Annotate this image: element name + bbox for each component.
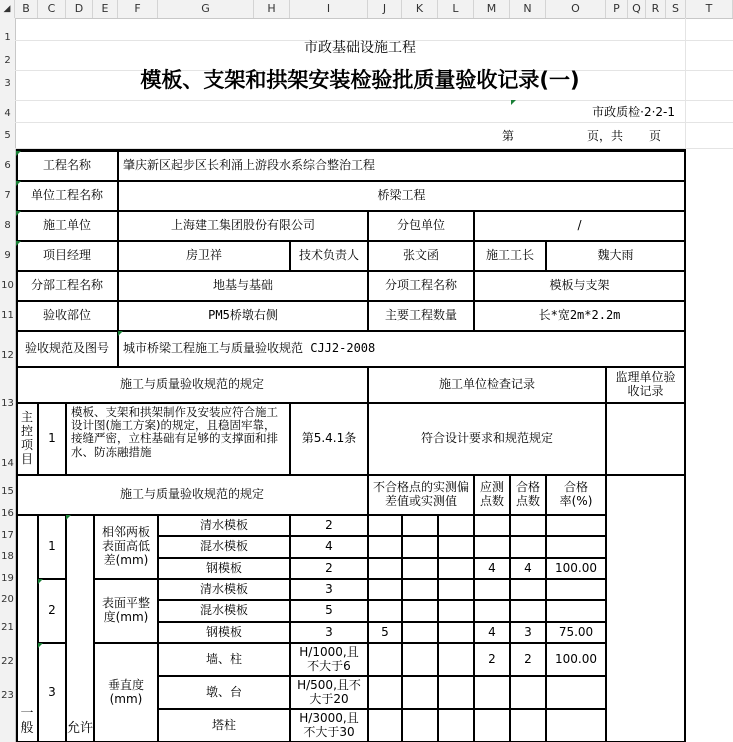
item-allowance: H/500,且不大于20: [290, 676, 368, 709]
spec-label: 验收规范及图号: [16, 331, 118, 367]
row-header[interactable]: 16: [1, 508, 14, 519]
col-header[interactable]: O: [546, 0, 606, 18]
col-header[interactable]: G: [158, 0, 254, 18]
row-header[interactable]: 22: [1, 656, 14, 667]
item-measured[interactable]: 4: [474, 622, 510, 643]
item-allowance: 3: [290, 622, 368, 643]
row-header[interactable]: 11: [1, 310, 14, 321]
general-supervisor-cell[interactable]: [606, 475, 685, 742]
item-type: 清水模板: [158, 579, 290, 600]
row-header[interactable]: 17: [1, 530, 14, 541]
col-header[interactable]: N: [510, 0, 546, 18]
item-measured[interactable]: [474, 676, 510, 709]
row-header[interactable]: 18: [1, 551, 14, 562]
spec-value[interactable]: 城市桥梁工程施工与质量验收规范 CJJ2-2008: [118, 331, 685, 367]
quantity-label: 主要工程数量: [368, 301, 474, 331]
item-type: 清水模板: [158, 515, 290, 536]
item-passed[interactable]: [510, 709, 546, 742]
item-type: 混水模板: [158, 600, 290, 622]
general-items-label: 一般: [16, 515, 38, 742]
item-measured[interactable]: [474, 579, 510, 600]
col-header[interactable]: S: [666, 0, 686, 18]
comment-marker-icon: [38, 579, 43, 584]
item-allowance: 4: [290, 536, 368, 558]
item-deviation[interactable]: [368, 676, 402, 709]
item-deviation-extra[interactable]: [402, 676, 438, 709]
item-measured[interactable]: 2: [474, 643, 510, 676]
item-deviation-extra[interactable]: [402, 600, 438, 622]
item-deviation-extra[interactable]: [402, 515, 438, 536]
group-no: 3: [38, 643, 66, 742]
col-header[interactable]: R: [646, 0, 666, 18]
row-header[interactable]: 5: [4, 130, 11, 141]
unit-label: 单位工程名称: [16, 181, 118, 211]
row-header[interactable]: 6: [4, 160, 11, 171]
worksheet[interactable]: [15, 18, 733, 742]
pm-label: 项目经理: [16, 241, 118, 271]
page-label-ye: 页: [648, 129, 661, 144]
row-header[interactable]: 8: [4, 220, 11, 231]
col-header[interactable]: E: [93, 0, 118, 18]
page-label-di: 第: [501, 129, 514, 144]
row-header[interactable]: 1: [4, 32, 11, 43]
row-header[interactable]: 3: [4, 78, 11, 89]
item-deviation[interactable]: [368, 515, 402, 536]
item-rate[interactable]: 100.00: [546, 558, 606, 579]
tech-lead-value[interactable]: 张文函: [368, 241, 474, 271]
item-rate[interactable]: [546, 536, 606, 558]
item-allowance: 2: [290, 558, 368, 579]
item-deviation-extra[interactable]: [402, 622, 438, 643]
col-header[interactable]: L: [438, 0, 474, 18]
row-header[interactable]: 20: [1, 594, 14, 605]
item-deviation-extra[interactable]: [438, 643, 474, 676]
rules-header: 施工与质量验收规范的规定: [16, 367, 368, 403]
col-header[interactable]: I: [290, 0, 368, 18]
item-deviation-extra[interactable]: [438, 536, 474, 558]
comment-marker-icon: [118, 331, 123, 336]
item-type: 钢模板: [158, 558, 290, 579]
item-deviation-extra[interactable]: [438, 600, 474, 622]
part-value[interactable]: PM5桥墩右侧: [118, 301, 368, 331]
allowed-deviation-label: 允许: [66, 515, 94, 742]
col-header[interactable]: K: [402, 0, 438, 18]
item-passed[interactable]: 4: [510, 558, 546, 579]
row-header[interactable]: 9: [4, 250, 11, 261]
main-control-no: 1: [38, 403, 66, 475]
contractor-value[interactable]: 上海建工集团股份有限公司: [118, 211, 368, 241]
select-all-corner[interactable]: ◢: [0, 0, 15, 18]
main-control-result[interactable]: 符合设计要求和规范规定: [368, 403, 606, 475]
item-rate[interactable]: 75.00: [546, 622, 606, 643]
col-header[interactable]: T: [686, 0, 733, 18]
item-measured[interactable]: [474, 515, 510, 536]
division-label: 分部工程名称: [16, 271, 118, 301]
item-deviation-extra[interactable]: [402, 643, 438, 676]
comment-marker-icon: [511, 100, 516, 105]
item-label: 分项工程名称: [368, 271, 474, 301]
item-deviation-extra[interactable]: [438, 676, 474, 709]
page-label-mid: 页，共: [586, 129, 623, 144]
col-header[interactable]: C: [38, 0, 66, 18]
passed-points-header: 合格点数: [510, 475, 546, 515]
col-header[interactable]: J: [368, 0, 402, 18]
item-allowance: H/3000,且不大于30: [290, 709, 368, 742]
col-header[interactable]: F: [118, 0, 158, 18]
item-allowance: 3: [290, 579, 368, 600]
item-deviation-extra[interactable]: [438, 558, 474, 579]
row-header[interactable]: 13: [1, 398, 14, 409]
item-type: 混水模板: [158, 536, 290, 558]
item-deviation-extra[interactable]: [402, 579, 438, 600]
item-type: 墙、柱: [158, 643, 290, 676]
item-value[interactable]: 模板与支架: [474, 271, 685, 301]
item-deviation[interactable]: [368, 579, 402, 600]
group-name: 表面平整度(mm): [94, 579, 158, 643]
item-allowance: H/1000,且不大于6: [290, 643, 368, 676]
item-type: 墩、台: [158, 676, 290, 709]
comment-marker-icon: [38, 643, 43, 648]
item-deviation-extra[interactable]: [438, 709, 474, 742]
item-deviation-extra[interactable]: [402, 558, 438, 579]
form-title: 模板、支架和拱架安装检验批质量验收记录(一): [140, 67, 580, 92]
pass-rate-header: 合格率(%): [546, 475, 606, 515]
comment-marker-icon: [16, 181, 21, 186]
item-type: 钢模板: [158, 622, 290, 643]
col-header[interactable]: D: [66, 0, 93, 18]
item-type: 塔柱: [158, 709, 290, 742]
column-header-bar: [0, 0, 733, 19]
foreman-value[interactable]: 魏大雨: [546, 241, 685, 271]
pm-value[interactable]: 房卫祥: [118, 241, 290, 271]
contractor-check-header: 施工单位检查记录: [368, 367, 606, 403]
row-header[interactable]: 14: [1, 458, 14, 469]
item-passed[interactable]: [510, 515, 546, 536]
item-rate[interactable]: 100.00: [546, 643, 606, 676]
item-passed[interactable]: 2: [510, 643, 546, 676]
col-header[interactable]: Q: [628, 0, 646, 18]
division-value[interactable]: 地基与基础: [118, 271, 368, 301]
project-name-value[interactable]: 肇庆新区起步区长利涌上游段水系综合整治工程: [118, 151, 685, 181]
item-deviation[interactable]: [368, 558, 402, 579]
item-passed[interactable]: [510, 676, 546, 709]
comment-marker-icon: [16, 151, 21, 156]
group-no: 1: [38, 515, 66, 579]
item-passed[interactable]: [510, 600, 546, 622]
group-name: 相邻两板表面高低差(mm): [94, 515, 158, 579]
item-deviation[interactable]: [368, 600, 402, 622]
item-passed[interactable]: [510, 536, 546, 558]
comment-marker-icon: [66, 515, 71, 520]
row-header[interactable]: 19: [1, 573, 14, 584]
item-deviation[interactable]: [368, 709, 402, 742]
item-rate[interactable]: [546, 676, 606, 709]
supervisor-check-header: 监理单位验收记录: [606, 367, 685, 403]
item-passed[interactable]: [510, 579, 546, 600]
item-measured[interactable]: [474, 536, 510, 558]
item-allowance: 2: [290, 515, 368, 536]
rules-header-2: 施工与质量验收规范的规定: [16, 475, 368, 515]
unit-value[interactable]: 桥梁工程: [118, 181, 685, 211]
subcontractor-label: 分包单位: [368, 211, 474, 241]
foreman-label: 施工工长: [474, 241, 546, 271]
subcontractor-value[interactable]: /: [474, 211, 685, 241]
item-rate[interactable]: [546, 515, 606, 536]
item-measured[interactable]: [474, 709, 510, 742]
part-label: 验收部位: [16, 301, 118, 331]
row-header[interactable]: 10: [1, 280, 14, 291]
main-control-supervisor[interactable]: [606, 403, 685, 475]
header-line: 市政基础设施工程: [304, 39, 416, 56]
row-header[interactable]: 2: [4, 55, 11, 66]
tech-lead-label: 技术负责人: [290, 241, 368, 271]
item-deviation-extra[interactable]: [438, 622, 474, 643]
deviation-header: 不合格点的实测偏差值或实测值: [368, 475, 474, 515]
item-rate[interactable]: [546, 709, 606, 742]
project-name-label: 工程名称: [16, 151, 118, 181]
form-number: 市政质检·2·2-1: [592, 105, 675, 120]
item-passed[interactable]: 3: [510, 622, 546, 643]
contractor-label: 施工单位: [16, 211, 118, 241]
row-header[interactable]: 15: [1, 486, 14, 497]
item-deviation[interactable]: [368, 643, 402, 676]
item-deviation-extra[interactable]: [438, 579, 474, 600]
col-header[interactable]: P: [606, 0, 628, 18]
col-header[interactable]: H: [254, 0, 290, 18]
item-deviation-extra[interactable]: [438, 515, 474, 536]
measured-points-header: 应测点数: [474, 475, 510, 515]
comment-marker-icon: [16, 211, 21, 216]
row-header[interactable]: 12: [1, 350, 14, 361]
row-header[interactable]: 7: [4, 190, 11, 201]
row-header[interactable]: 23: [1, 690, 14, 701]
col-header[interactable]: B: [15, 0, 38, 18]
item-rate[interactable]: [546, 600, 606, 622]
comment-marker-icon: [16, 241, 21, 246]
group-no: 2: [38, 579, 66, 643]
item-allowance: 5: [290, 600, 368, 622]
item-rate[interactable]: [546, 579, 606, 600]
row-header[interactable]: 21: [1, 622, 14, 633]
col-header[interactable]: M: [474, 0, 510, 18]
main-control-clause: 第5.4.1条: [290, 403, 368, 475]
item-deviation[interactable]: 5: [368, 622, 402, 643]
item-deviation-extra[interactable]: [402, 709, 438, 742]
main-control-label: 主控项目: [16, 403, 38, 475]
quantity-value[interactable]: 长*宽2m*2.2m: [474, 301, 685, 331]
main-control-text: 模板、支架和拱架制作及安装应符合施工设计图(施工方案)的规定，且稳固牢靠，接缝严密，立柱基础有足够的支撑面和排水、防冻融措施: [66, 403, 290, 475]
group-name: 垂直度(mm): [94, 643, 158, 742]
row-header-bar: [0, 18, 16, 742]
row-header[interactable]: 4: [4, 108, 11, 119]
item-measured[interactable]: [474, 600, 510, 622]
item-measured[interactable]: 4: [474, 558, 510, 579]
item-deviation-extra[interactable]: [402, 536, 438, 558]
item-deviation[interactable]: [368, 536, 402, 558]
